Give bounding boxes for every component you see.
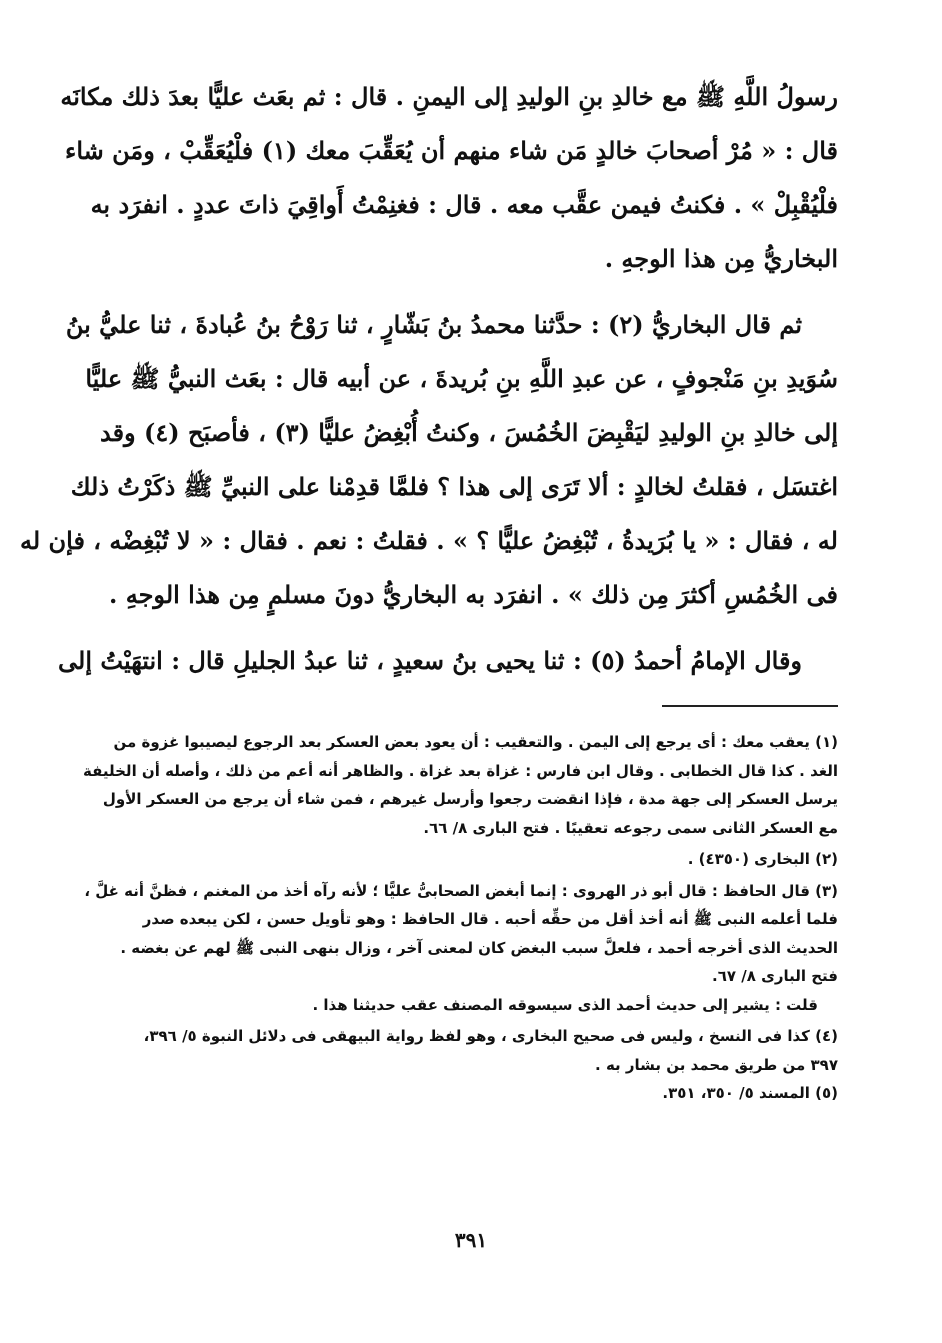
- text-line: إلى خالدِ بنِ الوليدِ ليَقْبِضَ الخُمُسَ ، وكنتُ أُبْغِضُ عليًّا (٣) ، فأصبَح (٤) وقد: [99, 418, 838, 447]
- text-line: ثم قال البخاريُّ (٢) : حدَّثنا محمدُ بنُ بَشّارٍ ، ثنا رَوْحُ بنُ عُبادةَ ، ثنا عليُّ بنُ: [65, 310, 802, 339]
- text-line: له ، فقال : « يا بُرَيدةُ ، تُبْغِضُ عليًّا ؟ » . فقلتُ : نعم . فقال : « لا تُبْغِضْه ، فإن له: [19, 526, 838, 555]
- footnote-line: مع العسكر الثانى سمى رجوعه تعقيبًا . فتح البارى ٨/ ٦٦.: [423, 818, 838, 837]
- footnote-line: (٤) كذا فى النسخ ، وليس فى صحيح البخارى ، وهو لفظ رواية البيهقى فى دلائل النبوة ٥/ ٣٩٦،: [143, 1027, 838, 1045]
- footnote-line: فتح البارى ٨/ ٦٧.: [712, 967, 838, 985]
- footnote-line: الغد . كذا قال الخطابى . وقال ابن فارس : غزاة بعد غزاة . والظاهر أنه أعم من ذلك ، وأصله أن الخليفة: [82, 761, 838, 780]
- footnote-line: الحديث الذى أخرجه أحمد ، فلعلَّ سبب البغض كان لمعنى آخر ، وزال بنهى النبى ﷺ لهم عن بغضه .: [120, 938, 838, 957]
- footnote-5: [128, 1079, 838, 1108]
- page-number: ٣٩١: [454, 1228, 488, 1252]
- footnote-line: (١) يعقب معك : أى يرجع إلى اليمن . والتعقيب : أن يعود بعض العسكر بعد الرجوع ليصيبوا غزوة من: [113, 733, 838, 751]
- text-line: وقال الإمامُ أحمدُ (٥) : ثنا يحيى بنُ سعيدٍ ، ثنا عبدُ الجليلِ قال : انتهَيْتُ إلى: [58, 646, 802, 675]
- text-line: رسولُ اللَّهِ ﷺ مع خالدِ بنِ الوليدِ إلى اليمنِ . قال : ثم بعَث عليًّا بعدَ ذلك مكانَه: [60, 82, 838, 111]
- text-line: سُوَيدِ بنِ مَنْجوفٍ ، عن عبدِ اللَّهِ بنِ بُريدةَ ، عن أبيه قال : بعَث النبيُّ ﷺ عليًّا: [85, 364, 838, 393]
- footnote-line: قلت : يشير إلى حديث أحمد الذى سيسوقه المصنف عقب حديثنا هذا .: [312, 995, 818, 1014]
- footnote-line: يرسل العسكر إلى جهة مدة ، فإذا انقضت رجعوا وأرسل غيرهم ، فمن شاء أن يرجع من العسكر الأول: [102, 790, 838, 808]
- footnote-line: (٥) المسند ٥/ ٣٥٠، ٣٥١.: [662, 1084, 838, 1102]
- paragraph-1: [60, 70, 838, 286]
- text-line: اغتسَل ، فقلتُ لخالدٍ : ألا تَرَى إلى هذا ؟ فلمَّا قدِمْنا على النبيِّ ﷺ ذكَرْتُ ذلك: [70, 472, 838, 501]
- footnote-4: [128, 1022, 838, 1079]
- footnote-line: (٣) قال الحافظ : قال أبو ذر الهروى : إنما أبغض الصحابىُّ عليًّا ؛ لأنه رآه أخذ من المغنم ، فظنَّ أنه غلَّ ،: [84, 881, 838, 900]
- footnote-line: فلما أعلمه النبى ﷺ أنه أخذ أقل من حقِّه أحبه . قال الحافظ : وهو تأويل حسن ، لكن يبعده صدر: [142, 910, 838, 928]
- text-line: فى الخُمُسِ أكثرَ مِن ذلك » . انفرَد به البخاريُّ دونَ مسلمٍ مِن هذا الوجهِ .: [109, 580, 838, 609]
- footnote-3: [84, 877, 838, 1020]
- text-line: فلْيُقْبِلْ » . فكنتُ فيمن عقَّب معه . قال : فغنِمْتُ أَواقِيَ ذاتَ عددٍ . انفرَد به: [90, 190, 838, 219]
- paragraph-2: [19, 298, 838, 622]
- footnote-divider: [662, 705, 838, 707]
- footnote-line: ٣٩٧ من طريق محمد بن بشار به .: [595, 1055, 838, 1074]
- text-line: البخاريُّ مِن هذا الوجهِ .: [604, 244, 838, 273]
- text-line: قال : « مُرْ أصحابَ خالدٍ مَن شاء منهم أن يُعَقِّبَ معك (١) فلْيُعَقِّبْ ، ومَن شاء: [65, 136, 838, 165]
- paragraph-3: [58, 634, 838, 688]
- footnote-2: [128, 845, 838, 874]
- footnotes: [82, 728, 838, 1108]
- main-text: [19, 70, 838, 700]
- footnote-1: [82, 728, 838, 842]
- footnote-line: (٢) البخارى (٤٣٥٠) .: [687, 850, 838, 868]
